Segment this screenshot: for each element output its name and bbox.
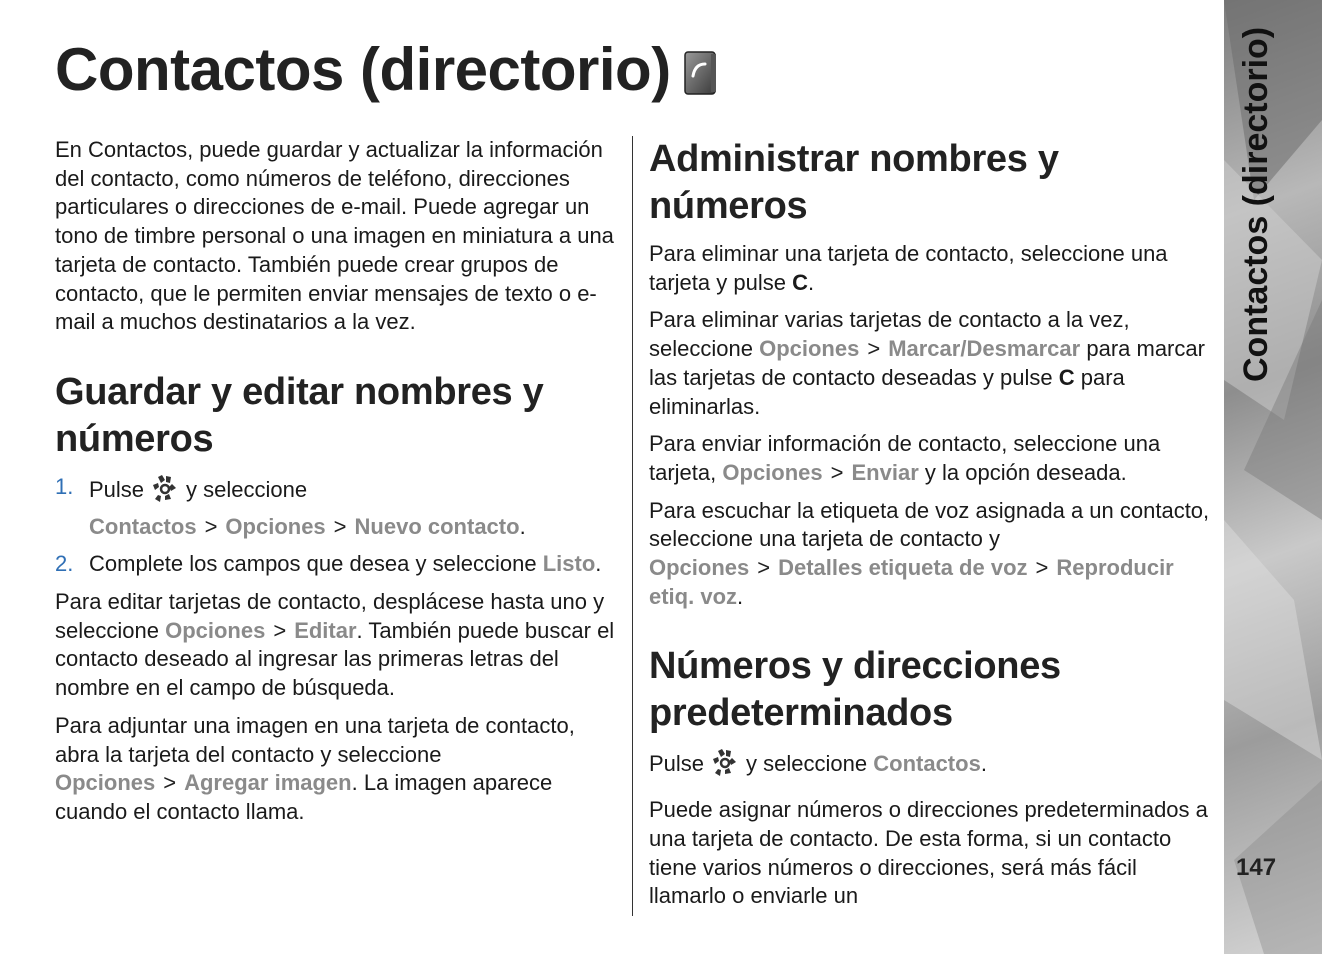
menu-item-listo: Listo bbox=[542, 551, 596, 577]
key-c: C bbox=[1058, 364, 1075, 390]
menu-item-nuevo-contacto: Nuevo contacto bbox=[354, 513, 520, 539]
intro-paragraph: En Contactos, puede guardar y actualizar la información del contacto, como números de teléfono, direcciones particulares o direcciones de e-mail. Puede agregar un tono de timbre personal o una imagen en miniatura a una tarjeta de contacto. También puede crear grupos de contacto, que le permiten enviar mensajes de texto o e-mail a muchos destinatarios a la vez. bbox=[55, 137, 614, 335]
separator: > bbox=[333, 513, 347, 539]
paragraph-text: Para enviar información de contacto, seleccione una tarjeta, bbox=[649, 431, 1161, 485]
left-column bbox=[55, 136, 617, 836]
separator: > bbox=[204, 513, 218, 539]
side-tab-label: Contactos (directorio) bbox=[1237, 26, 1275, 382]
menu-item-opciones: Opciones bbox=[722, 459, 823, 485]
paragraph-text: Para adjuntar una imagen en una tarjeta de contacto, abra la tarjeta del contacto y seleccione bbox=[55, 712, 575, 767]
press-paragraph bbox=[649, 747, 1212, 787]
menu-item-opciones: Opciones bbox=[759, 336, 860, 362]
section-heading-administrar: Administrar nombres y números bbox=[649, 138, 1059, 227]
edit-paragraph bbox=[55, 588, 617, 703]
page-title-text: Contactos (directorio) bbox=[55, 36, 671, 103]
separator: > bbox=[1035, 555, 1049, 581]
paragraph-text: Para eliminar varias tarjetas de contacto a la vez, seleccione bbox=[649, 307, 1130, 362]
menu-item-opciones: Opciones bbox=[649, 555, 750, 581]
separator: > bbox=[757, 555, 771, 581]
menu-item-detalles-etiqueta: Detalles etiqueta de voz bbox=[778, 555, 1028, 581]
paragraph-text: y seleccione bbox=[746, 751, 868, 777]
steps-list bbox=[55, 473, 617, 579]
menu-item-contactos: Contactos bbox=[873, 751, 981, 777]
menu-item-enviar: Enviar bbox=[851, 459, 919, 485]
menu-key-icon bbox=[712, 747, 738, 787]
right-column bbox=[649, 136, 1212, 920]
separator: > bbox=[273, 617, 287, 643]
paragraph-text: Para escuchar la etiqueta de voz asignada a un contacto, seleccione una tarjeta de contacto y bbox=[649, 497, 1210, 552]
image-paragraph bbox=[55, 712, 617, 827]
delete-multiple-paragraph bbox=[649, 306, 1212, 421]
menu-item-agregar-imagen: Agregar imagen bbox=[184, 770, 352, 796]
paragraph-text: y la opción deseada. bbox=[924, 459, 1127, 485]
section-heading-predeterminados: Números y direcciones predeterminados bbox=[649, 645, 1061, 735]
menu-key-icon bbox=[152, 473, 178, 513]
page-number: 147 bbox=[1236, 854, 1277, 881]
separator: > bbox=[867, 336, 881, 362]
menu-item-contactos: Contactos bbox=[89, 513, 197, 539]
step-text: y seleccione bbox=[186, 476, 308, 502]
paragraph-text: Para eliminar una tarjeta de contacto, seleccione una tarjeta y pulse bbox=[649, 241, 1168, 295]
section-heading-guardar: Guardar y editar nombres y números bbox=[55, 370, 544, 460]
delete-paragraph bbox=[649, 240, 1212, 297]
step-text: Pulse bbox=[89, 476, 145, 502]
menu-item-opciones: Opciones bbox=[225, 513, 326, 539]
paragraph-text: para eliminarlas. bbox=[649, 364, 1125, 419]
voice-tag-paragraph bbox=[649, 497, 1212, 612]
menu-item-opciones: Opciones bbox=[165, 617, 266, 643]
paragraph-text: . La imagen aparece cuando el contacto llama. bbox=[55, 770, 553, 824]
menu-item-reproducir: Reproducir etiq. voz bbox=[649, 555, 1174, 609]
paragraph-text: . También puede buscar el contacto deseado al ingresar las primeras letras del nombre en el campo de búsqueda. bbox=[55, 617, 615, 701]
punctuation: . bbox=[807, 269, 815, 295]
separator: > bbox=[830, 459, 844, 485]
punctuation: . bbox=[595, 551, 602, 577]
menu-item-opciones: Opciones bbox=[55, 770, 156, 796]
punctuation: . bbox=[980, 751, 987, 777]
separator: > bbox=[163, 770, 177, 796]
step-text: Complete los campos que desea y seleccione bbox=[89, 551, 537, 577]
step-number: 1. bbox=[55, 473, 74, 499]
step-number: 2. bbox=[55, 551, 74, 577]
punctuation: . bbox=[737, 583, 744, 609]
paragraph-text: Para editar tarjetas de contacto, desplácese hasta uno y seleccione bbox=[55, 589, 605, 643]
menu-item-marcar-desmarcar: Marcar/Desmarcar bbox=[888, 336, 1081, 362]
menu-item-editar: Editar bbox=[294, 617, 357, 643]
column-divider bbox=[632, 136, 633, 916]
step-2 bbox=[55, 550, 617, 579]
page-title bbox=[55, 38, 719, 108]
paragraph-text: Pulse bbox=[649, 751, 705, 777]
defaults-paragraph: Puede asignar números o direcciones predeterminados a una tarjeta de contacto. De esta forma, si un contacto tiene varios números o direcciones, será más fácil llamarlo o enviarle un bbox=[649, 797, 1208, 909]
punctuation: . bbox=[519, 513, 526, 539]
contacts-book-icon bbox=[683, 44, 719, 108]
key-c: C bbox=[792, 269, 808, 295]
paragraph-text: para marcar las tarjetas de contacto deseadas y pulse bbox=[649, 336, 1205, 390]
send-paragraph bbox=[649, 430, 1212, 487]
step-1 bbox=[55, 473, 617, 541]
